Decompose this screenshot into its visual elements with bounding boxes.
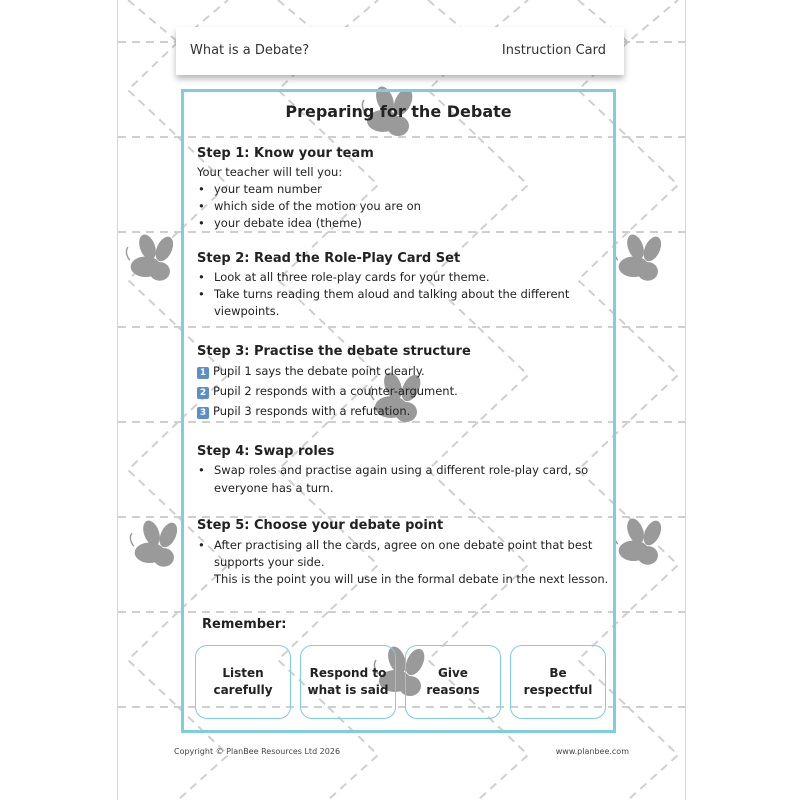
remember-item-reasons xyxy=(405,645,501,719)
bee-icon xyxy=(610,518,676,576)
header-lesson-title: What is a Debate? xyxy=(190,43,310,58)
card-title: Preparing for the Debate xyxy=(285,102,512,121)
step-3-heading: Step 3: Practise the debate structure xyxy=(197,344,471,359)
step-1-intro: Your teacher will tell you: xyxy=(197,165,343,179)
remember-item-line: what is said xyxy=(307,683,389,697)
step-4-bullet-continued: everyone has a turn. xyxy=(214,481,334,495)
step-5-bullet: After practising all the cards, agree on one debate point that best xyxy=(214,538,593,552)
bullet-icon: • xyxy=(198,538,205,552)
step-3-numbered-item xyxy=(197,364,425,379)
bullet-icon: • xyxy=(198,182,205,196)
bullet-icon: • xyxy=(198,463,205,477)
remember-item-respectful xyxy=(510,645,606,719)
step-1-bullet: which side of the motion you are on xyxy=(214,199,421,213)
step-2-bullet-continued: viewpoints. xyxy=(214,304,280,318)
step-3-item-text: Pupil 1 says the debate point clearly. xyxy=(213,364,425,378)
number-2-icon: 2 xyxy=(197,387,209,399)
step-3-item-text: Pupil 3 responds with a refutation. xyxy=(213,404,411,418)
bullet-icon: • xyxy=(198,287,205,301)
step-5-bullet-continued: supports your side. xyxy=(214,555,325,569)
header-card-type: Instruction Card xyxy=(501,43,606,58)
remember-item-line: respectful xyxy=(523,683,593,697)
bee-icon xyxy=(610,234,676,292)
step-2-bullet: Look at all three role-play cards for your theme. xyxy=(214,270,490,284)
step-3-item-text: Pupil 2 responds with a counter-argument. xyxy=(213,384,458,398)
footer-website: www.planbee.com xyxy=(555,747,629,756)
number-1-icon: 1 xyxy=(197,367,209,379)
remember-item-listen xyxy=(195,645,291,719)
remember-item-line: Listen xyxy=(222,666,264,680)
step-3-numbered-item xyxy=(197,404,410,419)
remember-item-line: Give xyxy=(438,666,468,680)
step-3-numbered-item xyxy=(197,384,458,399)
step-4-heading: Step 4: Swap roles xyxy=(197,444,335,459)
remember-item-line: Be xyxy=(549,666,567,680)
card-header xyxy=(176,27,624,75)
step-2-heading: Step 2: Read the Role-Play Card Set xyxy=(197,251,461,266)
remember-item-line: carefully xyxy=(213,683,273,697)
bee-icon xyxy=(122,234,188,292)
bullet-icon: • xyxy=(198,199,205,213)
worksheet-page xyxy=(117,0,686,800)
step-1-bullet: your debate idea (theme) xyxy=(214,216,362,230)
footer-copyright: Copyright © PlanBee Resources Ltd 2026 xyxy=(174,747,341,756)
step-2-bullet: Take turns reading them aloud and talking about the different xyxy=(214,287,570,301)
step-5-bullet-continued: This is the point you will use in the formal debate in the next lesson. xyxy=(214,572,609,586)
bullet-icon: • xyxy=(198,270,205,284)
remember-item-line: reasons xyxy=(426,683,480,697)
step-5-heading: Step 5: Choose your debate point xyxy=(197,518,444,533)
remember-item-respond xyxy=(300,645,396,719)
remember-item-line: Respond to xyxy=(309,666,387,680)
step-1-heading: Step 1: Know your team xyxy=(197,146,374,161)
step-1-bullet: your team number xyxy=(214,182,322,196)
remember-label: Remember: xyxy=(202,617,287,632)
step-4-bullet: Swap roles and practise again using a different role-play card, so xyxy=(214,463,589,477)
number-3-icon: 3 xyxy=(197,407,209,419)
bullet-icon: • xyxy=(198,216,205,230)
